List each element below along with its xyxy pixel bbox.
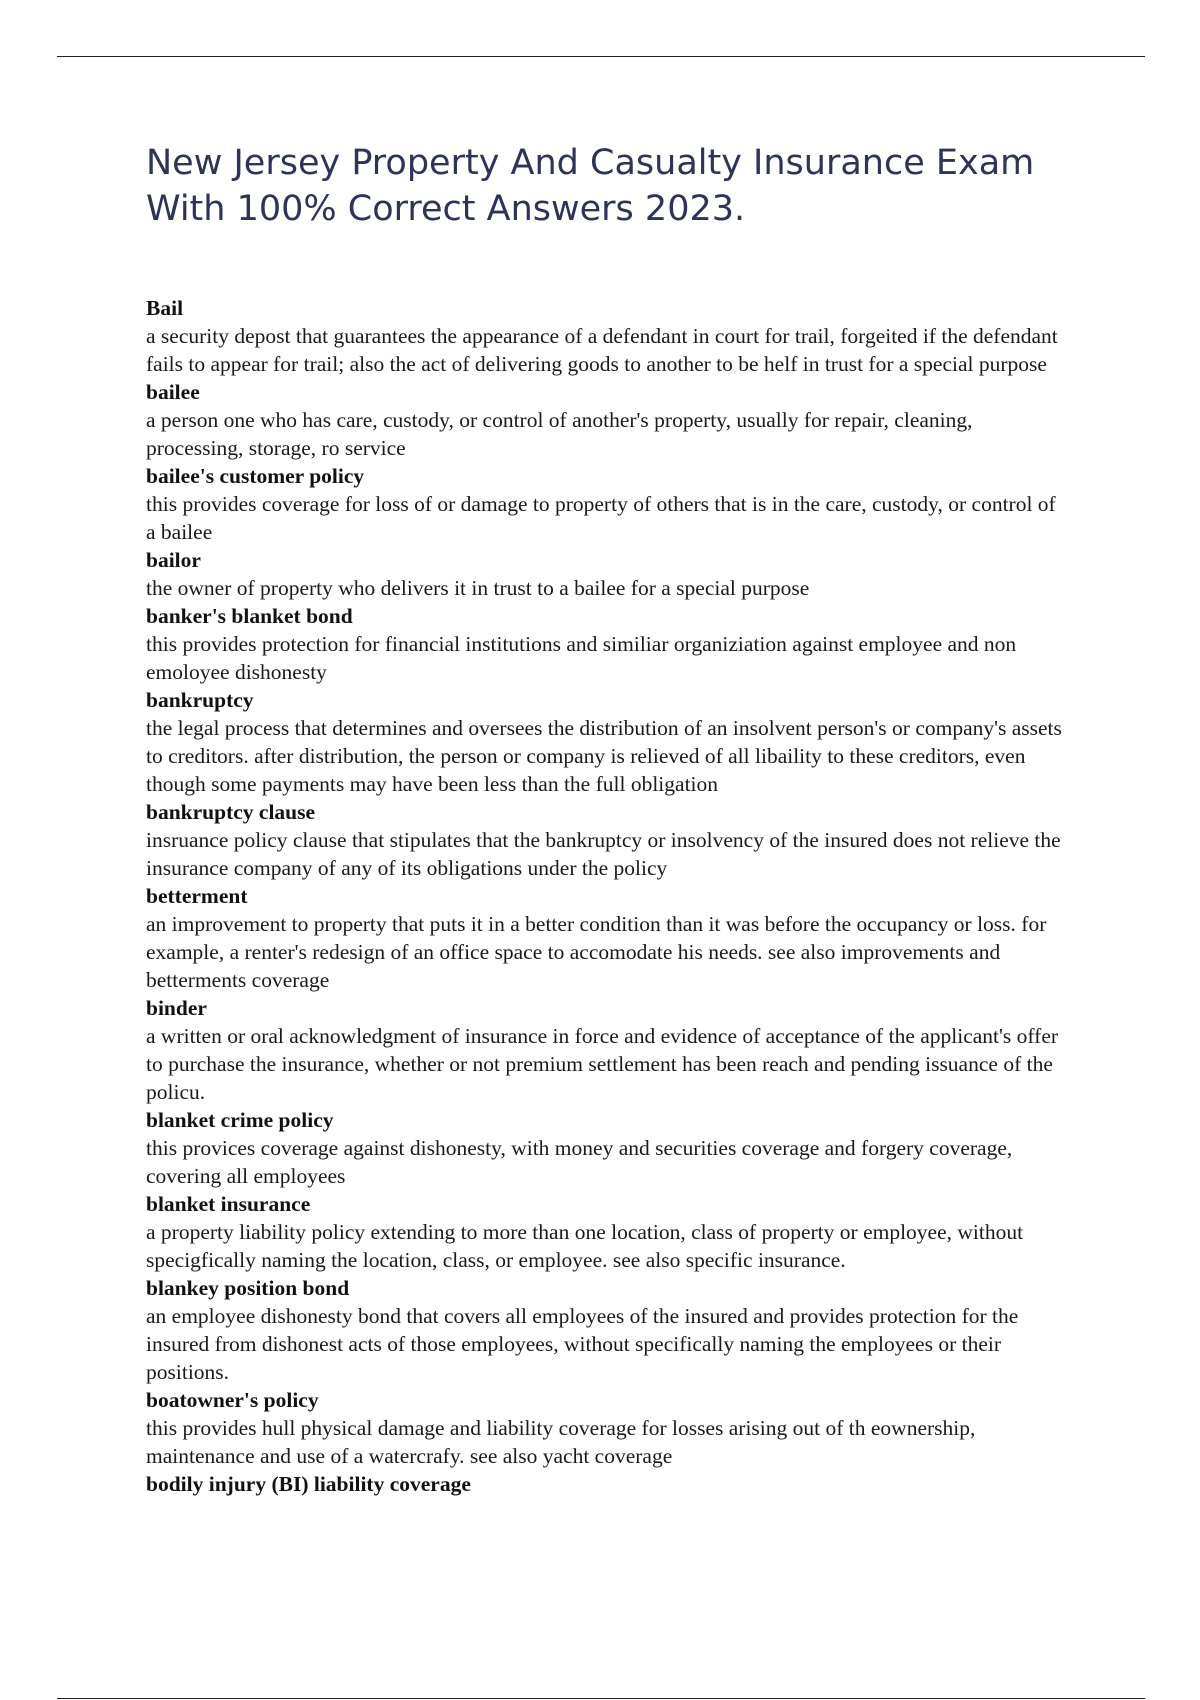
glossary-term: bailee's customer policy: [146, 464, 365, 488]
glossary-term: blankey position bond: [146, 1276, 350, 1300]
glossary-definition: an improvement to property that puts it in a better condition than it was before the occupancy or loss. for example, a renter's redesign of an office space to accomodate his needs. see also improvements and betterments coverage: [146, 912, 1047, 992]
glossary-definition: this provides coverage for loss of or damage to property of others that is in the care, custody, or control of a bailee: [146, 492, 1056, 544]
glossary-term: betterment: [146, 884, 248, 908]
bottom-rule: [57, 1698, 1145, 1699]
glossary-term: bailee: [146, 380, 200, 404]
glossary-term: bodily injury (BI) liability coverage: [146, 1472, 471, 1496]
glossary-term: boatowner's policy: [146, 1388, 319, 1412]
glossary-term: blanket insurance: [146, 1192, 311, 1216]
glossary-definition: the owner of property who delivers it in trust to a bailee for a special purpose: [146, 576, 810, 600]
glossary-term: banker's blanket bond: [146, 604, 353, 628]
top-rule: [57, 56, 1145, 57]
glossary-definition: a person one who has care, custody, or control of another's property, usually for repair, cleaning, processing, storage, ro service: [146, 408, 973, 460]
glossary-definition: an employee dishonesty bond that covers all employees of the insured and provides protection for the insured from dishonest acts of those employees, without specifically naming the employees or their positions.: [146, 1304, 1019, 1384]
glossary-term: bailor: [146, 548, 201, 572]
glossary-term: bankruptcy clause: [146, 800, 316, 824]
glossary-definition: a written or oral acknowledgment of insurance in force and evidence of acceptance of the applicant's offer to purchase the insurance, whether or not premium settlement has been reach and pending issuance of the policu.: [146, 1024, 1059, 1104]
glossary-term: bankruptcy: [146, 688, 254, 712]
glossary-definition: this provices coverage against dishonesty, with money and securities coverage and forgery coverage, covering all employees: [146, 1136, 1013, 1188]
glossary-list: [146, 294, 1066, 1498]
glossary-term: blanket crime policy: [146, 1108, 334, 1132]
glossary-definition: this provides hull physical damage and liability coverage for losses arising out of th eownership, maintenance and use of a watercrafy. see also yacht coverage: [146, 1416, 976, 1468]
glossary-definition: insruance policy clause that stipulates that the bankruptcy or insolvency of the insured does not relieve the insurance company of any of its obligations under the policy: [146, 828, 1061, 880]
glossary-definition: this provides protection for financial institutions and similiar organiziation against employee and non emoloyee dishonesty: [146, 632, 1017, 684]
glossary-definition: the legal process that determines and oversees the distribution of an insolvent person's or company's assets to creditors. after distribution, the person or company is relieved of all libaility to these creditors, even though some payments may have been less than the full obligation: [146, 716, 1062, 796]
glossary-definition: a security depost that guarantees the appearance of a defendant in court for trail, forgeited if the defendant fails to appear for trail; also the act of delivering goods to another to be helf in trust for a special purpose: [146, 324, 1058, 376]
glossary-definition: a property liability policy extending to more than one location, class of property or employee, without specigfically naming the location, class, or employee. see also specific insurance.: [146, 1220, 1024, 1272]
glossary-term: Bail: [146, 296, 184, 320]
glossary-term: binder: [146, 996, 207, 1020]
document-title: New Jersey Property And Casualty Insurance Exam With 100% Correct Answers 2023.: [146, 143, 1035, 229]
